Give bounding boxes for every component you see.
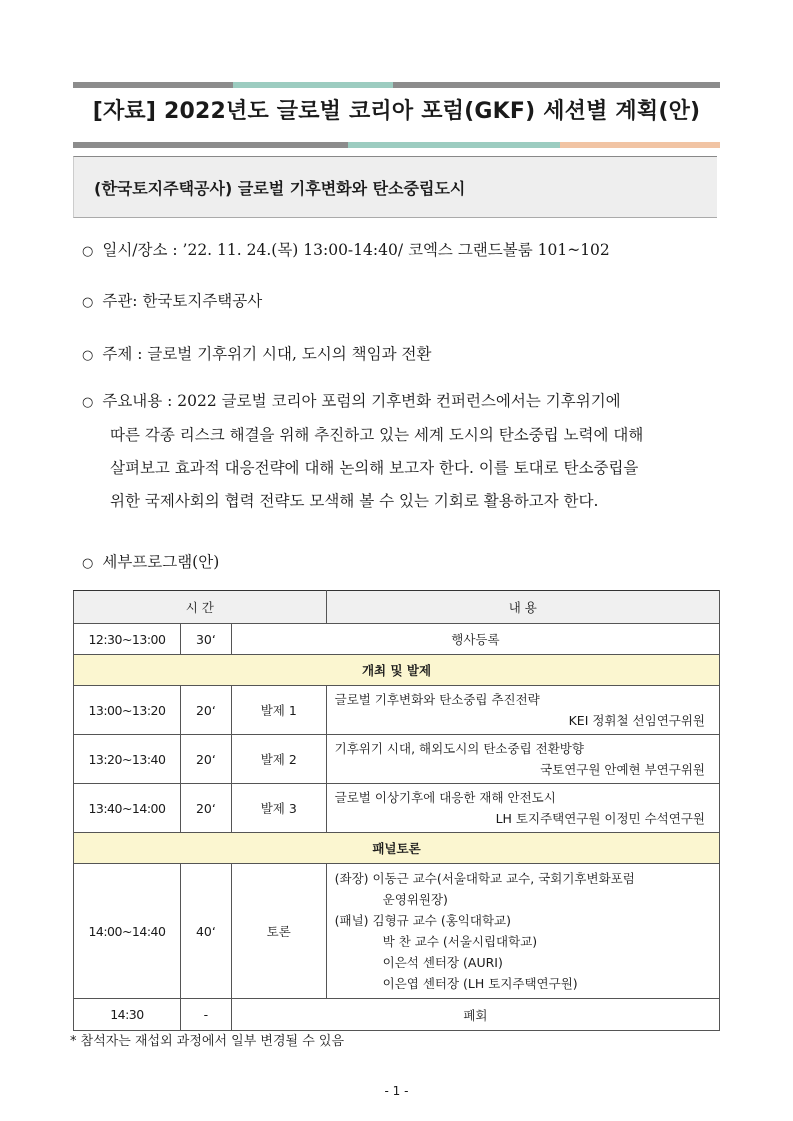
time-cell: 13:00~13:20 <box>74 686 181 735</box>
document-title: [자료] 2022년도 글로벌 코리아 포럼(GKF) 세션별 계획(안) <box>92 99 701 124</box>
panel-line: (패널) 김형규 교수 (홍익대학교) <box>334 913 511 928</box>
bullet-icon: ○ <box>82 348 94 363</box>
program-table <box>73 590 720 1031</box>
top-decor-bar <box>73 82 720 88</box>
duration-cell: 30‘ <box>180 624 231 655</box>
presentation-speaker: LH 토지주택연구원 이정민 수석연구원 <box>495 811 705 826</box>
theme-item <box>82 342 431 364</box>
band-opening: 개최 및 발제 <box>74 655 720 686</box>
duration-cell: 20‘ <box>180 686 231 735</box>
time-cell: 13:40~14:00 <box>74 784 181 833</box>
presentation-cell <box>326 784 719 833</box>
session-label-cell: 토론 <box>231 864 326 999</box>
time-cell: 14:00~14:40 <box>74 864 181 999</box>
table-header-row <box>74 591 720 624</box>
duration-cell: 20‘ <box>180 784 231 833</box>
theme-text: 주제 : 글로벌 기후위기 시대, 도시의 책임과 전환 <box>102 345 432 363</box>
time-cell: 12:30~13:00 <box>74 624 181 655</box>
session-title: (한국토지주택공사) 글로벌 기후변화와 탄소중립도시 <box>94 179 466 198</box>
content-line: 위한 국제사회의 협력 전략도 모색해 볼 수 있는 기회로 활용하고자 한다. <box>110 492 599 510</box>
bullet-icon: ○ <box>82 295 94 310</box>
bottom-decor-bar <box>73 142 720 148</box>
session-title-box <box>73 156 717 218</box>
content-cell: 폐회 <box>231 999 719 1031</box>
section-band <box>74 655 720 686</box>
table-row <box>74 686 720 735</box>
content-line: 살펴보고 효과적 대응전략에 대해 논의해 보고자 한다. 이를 토대로 탄소중립을 <box>110 459 639 477</box>
session-label-cell: 발제 3 <box>231 784 326 833</box>
band-panel: 패널토론 <box>74 833 720 864</box>
session-label-cell: 발제 1 <box>231 686 326 735</box>
panel-line: 박 찬 교수 (서울시립대학교) <box>382 934 538 949</box>
bullet-icon: ○ <box>82 556 94 571</box>
content-line: 주요내용 : 2022 글로벌 코리아 포럼의 기후변화 컨퍼런스에서는 기후위기에 <box>102 392 621 410</box>
presentation-cell <box>326 686 719 735</box>
presentation-speaker: 국토연구원 안예현 부연구위원 <box>540 762 705 777</box>
presentation-topic: 기후위기 시대, 해외도시의 탄소중립 전환방향 <box>334 741 584 756</box>
time-cell: 13:20~13:40 <box>74 735 181 784</box>
host-text: 주관: 한국토지주택공사 <box>102 292 263 310</box>
chair-line: (좌장) 이동근 교수(서울대학교 교수, 국회기후변화포럼 <box>334 871 635 886</box>
time-cell: 14:30 <box>74 999 181 1031</box>
footnote: * 참석자는 재섭외 과정에서 일부 변경될 수 있음 <box>70 1034 345 1049</box>
section-band <box>74 833 720 864</box>
content-cell: 행사등록 <box>231 624 719 655</box>
presentation-cell <box>326 735 719 784</box>
chair-line: 운영위원장) <box>382 892 448 907</box>
bullet-icon: ○ <box>82 395 94 410</box>
header-time: 시 간 <box>74 591 327 624</box>
duration-cell: 40‘ <box>180 864 231 999</box>
content-paragraph <box>82 385 720 518</box>
schedule-item <box>82 238 610 260</box>
duration-cell: - <box>180 999 231 1031</box>
table-row <box>74 624 720 655</box>
panel-line: 이은석 센터장 (AURI) <box>382 955 503 970</box>
panel-cell <box>326 864 719 999</box>
duration-cell: 20‘ <box>180 735 231 784</box>
host-item <box>82 289 262 311</box>
program-label-item <box>82 550 219 572</box>
presentation-topic: 글로벌 이상기후에 대응한 재해 안전도시 <box>334 790 556 805</box>
program-label: 세부프로그램(안) <box>102 553 220 571</box>
header-content: 내 용 <box>326 591 719 624</box>
presentation-topic: 글로벌 기후변화와 탄소중립 추진전략 <box>334 692 540 707</box>
table-row <box>74 784 720 833</box>
schedule-text: 일시/장소 : ’22. 11. 24.(목) 13:00-14:40/ 코엑스 그랜드볼룸 101~102 <box>102 241 610 259</box>
table-row <box>74 735 720 784</box>
table-row <box>74 864 720 999</box>
content-line: 따른 각종 리스크 해결을 위해 추진하고 있는 세계 도시의 탄소중립 노력에 대해 <box>110 426 644 444</box>
panel-line: 이은엽 센터장 (LH 토지주택연구원) <box>382 976 578 991</box>
page-number: - 1 - <box>384 1084 409 1098</box>
bullet-icon: ○ <box>82 244 94 259</box>
session-label-cell: 발제 2 <box>231 735 326 784</box>
table-row <box>74 999 720 1031</box>
presentation-speaker: KEI 정휘철 선임연구위원 <box>568 713 705 728</box>
